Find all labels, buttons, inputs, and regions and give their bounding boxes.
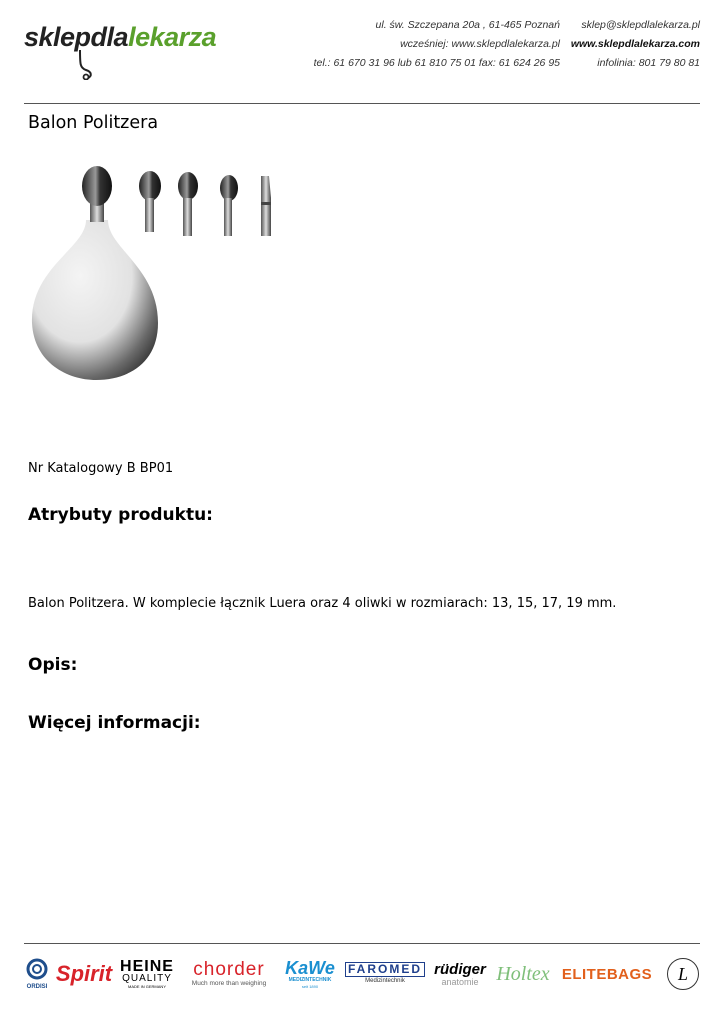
brand-rudiger-sub: anatomie: [441, 976, 479, 987]
header-divider: [24, 103, 700, 104]
brand-rudiger: [432, 950, 488, 998]
attributes-heading: Atrybuty produktu:: [28, 505, 213, 525]
logo-text-dla: dla: [90, 22, 129, 52]
brand-rudiger-label: rüdiger: [434, 960, 486, 978]
brand-faromed-label: FAROMED: [345, 962, 425, 977]
phone-line: tel.: 61 670 31 96 lub 61 810 75 01 fax: 61 624 26 95: [313, 57, 560, 69]
brand-kawe-label: KaWe: [285, 957, 335, 978]
shop-logo[interactable]: [24, 22, 216, 53]
brand-heine: [118, 950, 176, 998]
more-info-heading: Więcej informacji:: [28, 713, 201, 733]
brand-heine-label: HEINE: [120, 957, 174, 975]
brand-heine-sub2: MADE IN GERMANY: [127, 983, 166, 989]
brand-chorder: [184, 950, 274, 998]
brand-kawe-sub: MEDIZINTECHNIK: [288, 976, 332, 983]
brand-littmann-label: L: [667, 958, 699, 990]
brand-heine-sub: QUALITY: [122, 972, 172, 984]
attributes-text: Balon Politzera. W komplecie łącznik Luera oraz 4 oliwki w rozmiarach: 13, 15, 17, 19 mm.: [28, 596, 617, 611]
brand-holtex: Holtex: [496, 962, 550, 985]
email-link[interactable]: sklep@sklepdlalekarza.pl: [581, 19, 700, 31]
product-title: Balon Politzera: [28, 113, 159, 133]
previous-website-line[interactable]: wcześniej: www.sklepdlalekarza.pl: [400, 38, 560, 50]
logo-text-lekarza: lekarza: [128, 22, 217, 52]
logo-text-sklep: sklep: [24, 22, 91, 52]
address-line: ul. św. Szczepana 20a , 61-465 Poznań: [375, 19, 560, 31]
brand-chorder-sub: Much more than weighing: [191, 979, 267, 987]
brand-kawe-sub2: seit 1890: [301, 983, 319, 989]
brand-logos-bar: [24, 950, 700, 1000]
hotline-line: infolinia: 801 79 80 81: [597, 57, 700, 69]
brand-faromed: [346, 950, 424, 998]
brand-spirit: Spirit: [55, 961, 113, 986]
product-image: [28, 158, 286, 398]
brand-chorder-label: chorder: [193, 958, 265, 980]
description-heading: Opis:: [28, 655, 78, 675]
brand-ordisi-label: ORDISI: [26, 984, 48, 990]
ordisi-logo-icon: [26, 958, 48, 984]
brand-faromed-sub: Medizintechnik: [365, 978, 405, 984]
brand-kawe: [282, 950, 338, 998]
catalog-number: Nr Katalogowy B BP01: [28, 461, 174, 476]
contact-address-column: [314, 16, 560, 73]
contact-online-column: [571, 16, 700, 73]
website-link[interactable]: www.sklepdlalekarza.com: [570, 38, 700, 50]
page-header: [24, 10, 700, 82]
brand-ordisi: [24, 950, 50, 998]
brand-littmann: [666, 950, 700, 998]
stethoscope-icon: [76, 50, 98, 80]
footer-divider: [24, 943, 700, 944]
brand-elitebags: ELITEBAGS: [561, 965, 653, 983]
